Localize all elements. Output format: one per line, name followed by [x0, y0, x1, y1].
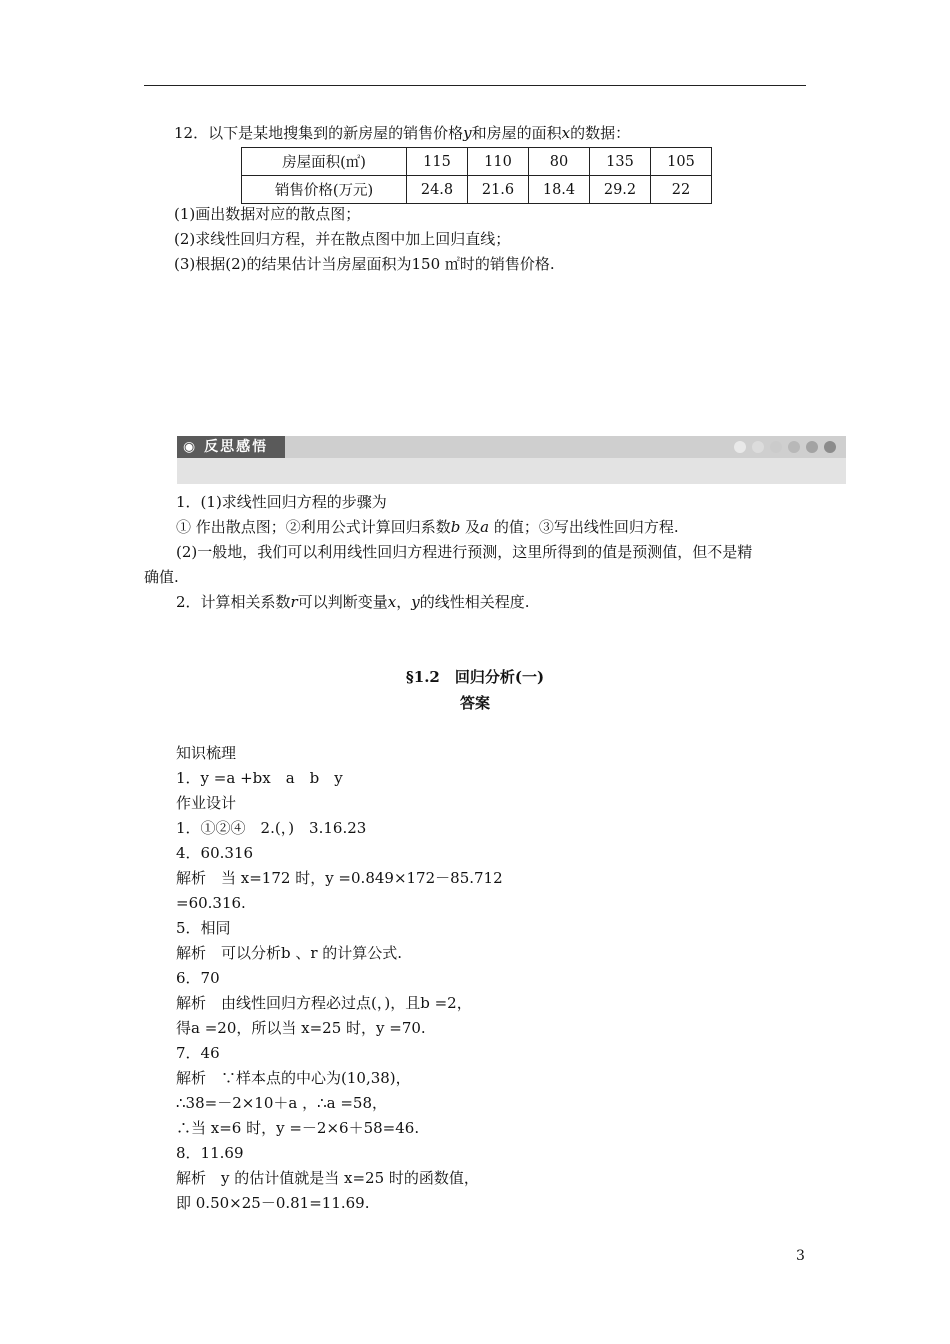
answer-line: 得a =20，所以当 x=25 时，y =70. [176, 1019, 426, 1037]
answer-line: 1．①②④ 2.(，) 3.16.23 [176, 819, 367, 837]
answer-line: ∴当 x=6 时，y =－2×6＋58=46. [176, 1119, 420, 1137]
answer-line: 解析 由线性回归方程必过点(，)，且b =2， [176, 994, 472, 1012]
answer-line: ∴38=－2×10＋a ，∴a =58， [176, 1094, 388, 1112]
table-cell: 110 [468, 148, 529, 176]
reflection-line-2: ① 作出散点图；②利用公式计算回归系数b 及a 的值；③写出线性回归方程. [176, 518, 679, 536]
banner-dot [788, 441, 800, 453]
table-cell: 18.4 [529, 176, 590, 204]
reflection-line-5: 2．计算相关系数r可以判断变量x，y的线性相关程度. [176, 593, 530, 611]
reflection-line-3: (2)一般地，我们可以利用线性回归方程进行预测，这里所得到的值是预测值，但不是精 [176, 543, 753, 561]
reflection-line-4: 确值. [144, 568, 179, 586]
answer-line: 解析 ∵样本点的中心为(10,38)， [176, 1069, 411, 1087]
answer-line: 1．y =a +bx a b y [176, 769, 343, 787]
table-cell: 24.8 [407, 176, 468, 204]
reflection-banner [177, 436, 846, 484]
answer-line: 4．60.316 [176, 844, 254, 862]
answer-line: 知识梳理 [176, 744, 237, 762]
answer-line: 作业设计 [176, 794, 237, 812]
answer-line: =60.316. [176, 894, 246, 912]
question-12-part-3: (3)根据(2)的结果估计当房屋面积为150 ㎡时的销售价格. [174, 255, 555, 273]
question-12-part-2: (2)求线性回归方程，并在散点图中加上回归直线； [174, 230, 511, 248]
table-cell: 21.6 [468, 176, 529, 204]
table-cell: 80 [529, 148, 590, 176]
banner-dots [734, 441, 836, 453]
answer-line: 即 0.50×25－0.81=11.69. [176, 1194, 370, 1212]
answer-line: 8．11.69 [176, 1144, 244, 1162]
answer-line: 5．相同 [176, 919, 231, 937]
table-row [242, 176, 712, 204]
house-data-table [241, 147, 712, 204]
table-row-label-price: 销售价格(万元) [242, 176, 407, 204]
banner-dot [752, 441, 764, 453]
table-row [242, 148, 712, 176]
banner-dot [770, 441, 782, 453]
question-12-stem: 12．以下是某地搜集到的新房屋的销售价格y和房屋的面积x的数据： [174, 124, 631, 142]
table-cell: 105 [651, 148, 712, 176]
table-cell: 135 [590, 148, 651, 176]
table-cell: 115 [407, 148, 468, 176]
answer-line: 解析 当 x=172 时，y =0.849×172－85.712 [176, 869, 503, 887]
banner-dot [824, 441, 836, 453]
page-number: 3 [796, 1248, 805, 1264]
answer-line: 6．70 [176, 969, 220, 987]
reflection-banner-label: ◉ 反思感悟 [177, 436, 285, 458]
table-cell: 29.2 [590, 176, 651, 204]
header-rule [144, 85, 806, 86]
question-12-part-1: (1)画出数据对应的散点图； [174, 205, 361, 223]
banner-dot [806, 441, 818, 453]
section-title: §1.2 回归分析(一) [405, 668, 545, 686]
answer-line: 7．46 [176, 1044, 220, 1062]
answers-heading: 答案 [459, 694, 490, 712]
banner-dot [734, 441, 746, 453]
table-cell: 22 [651, 176, 712, 204]
table-row-label-area: 房屋面积(㎡) [242, 148, 407, 176]
reflection-line-1: 1．(1)求线性回归方程的步骤为 [176, 493, 387, 511]
answer-line: 解析 y 的估计值就是当 x=25 时的函数值， [176, 1169, 479, 1187]
answer-line: 解析 可以分析b 、r 的计算公式. [176, 944, 403, 962]
